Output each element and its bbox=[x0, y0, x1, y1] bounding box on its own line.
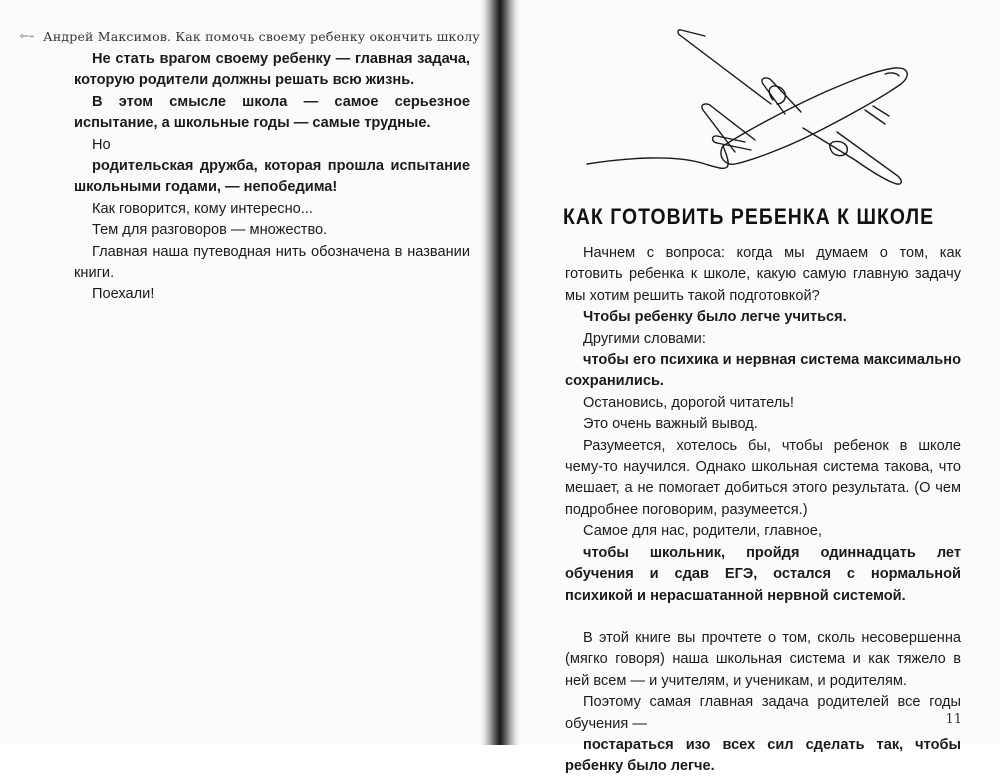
paragraph: В этой книге вы прочтете о том, сколь несовершенна (мягко говоря) наша школьная система и как тяжело в ней всем — и учителям, и ученикам, и родителям. bbox=[565, 629, 961, 689]
airplane-illustration bbox=[585, 24, 915, 200]
paragraph: Поехали! bbox=[92, 286, 155, 303]
key-ornament-icon bbox=[20, 28, 35, 44]
paragraph: Другими словами: bbox=[583, 330, 706, 347]
paragraph: чтобы школьник, пройдя одиннадцать лет обучения и сдав ЕГЭ, остался с нормальной психикой и нерасшатанной нервной системой. bbox=[565, 544, 961, 604]
paragraph: Чтобы ребенку было легче учиться. bbox=[583, 309, 847, 326]
paragraph: чтобы его психика и нервная система максимально сохранились. bbox=[565, 352, 961, 390]
paragraph: Как говорится, кому интересно... bbox=[92, 200, 313, 217]
paragraph: Разумеется, хотелось бы, чтобы ребенок в школе чему-то научился. Однако школьная система такова, что мешает, а не помогает добиться этого результата. (О чем подробнее поговорим, разумеется.) bbox=[565, 437, 961, 518]
page-number: 11 bbox=[945, 712, 962, 727]
paragraph: родительская дружба, которая прошла испытание школьными годами, — непобедима! bbox=[74, 158, 470, 196]
paragraph: Это очень важный вывод. bbox=[583, 416, 758, 433]
paragraph: Но bbox=[92, 136, 111, 153]
chapter-title: КАК ГОТОВИТЬ РЕБЕНКА К ШКОЛЕ bbox=[563, 204, 935, 229]
running-header-title: Андрей Максимов. Как помочь своему ребенку окончить школу bbox=[43, 28, 480, 44]
right-page-text bbox=[565, 243, 961, 778]
running-header bbox=[20, 26, 480, 46]
paragraph: Поэтому самая главная задача родителей все годы обучения — bbox=[565, 694, 961, 732]
paragraph: В этом смысле школа — самое серьезное испытание, а школьные годы — самые трудные. bbox=[74, 93, 470, 132]
paragraph: Главная наша путеводная нить обозначена в названии книги. bbox=[74, 243, 470, 282]
paragraph: Начнем с вопроса: когда мы думаем о том, как готовить ребенка к школе, какую самую главную задачу мы хотим решить такой подготовкой? bbox=[565, 245, 961, 304]
paragraph: Тем для разговоров — множество. bbox=[92, 222, 328, 239]
left-page-text bbox=[74, 49, 470, 306]
paragraph: постараться изо всех сил сделать так, чтобы ребенку было легче. bbox=[565, 736, 961, 775]
paragraph: Самое для нас, родители, главное, bbox=[583, 523, 822, 540]
paragraph: Не стать врагом своему ребенку — главная задача, которую родители должны решать всю жизнь. bbox=[74, 51, 470, 89]
book-gutter bbox=[480, 0, 520, 745]
paragraph: Остановись, дорогой читатель! bbox=[583, 394, 794, 411]
